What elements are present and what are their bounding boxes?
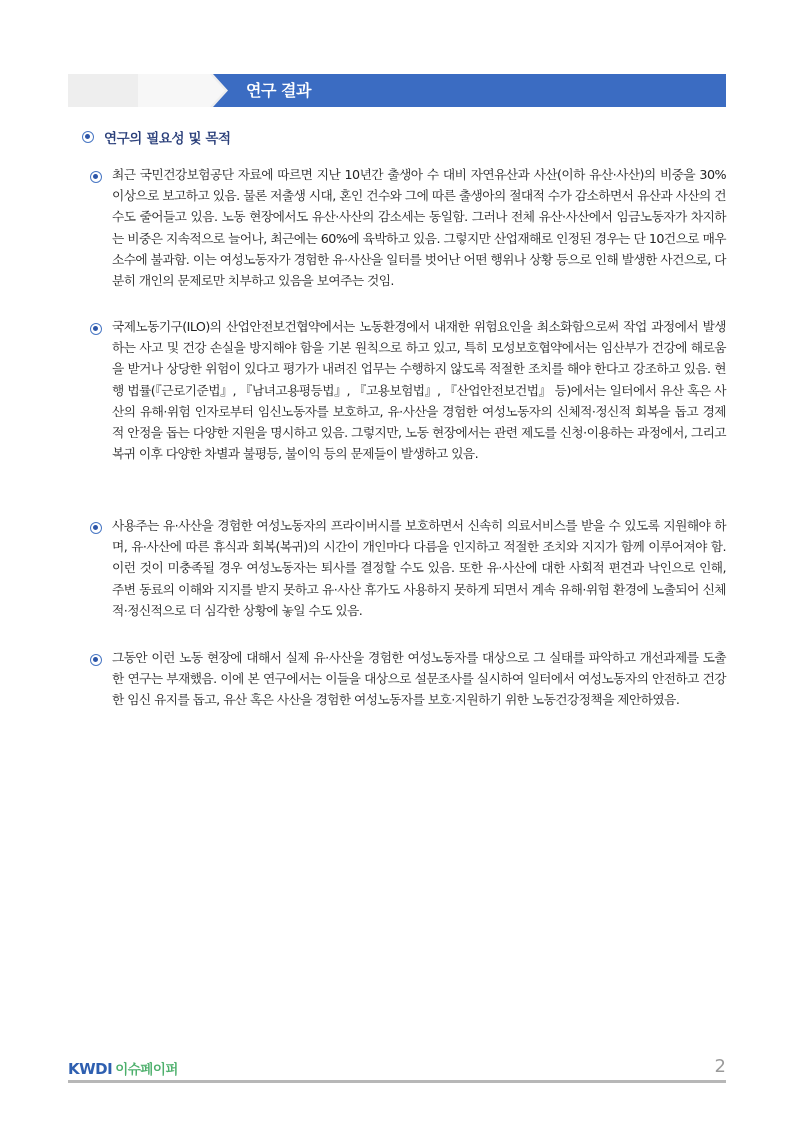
target-bullet-icon [82, 131, 94, 143]
section-heading-label: 연구의 필요성 및 목적 [104, 131, 231, 147]
paragraph: 사용주는 유·사산을 경험한 여성노동자의 프라이버시를 보호하면서 신속히 의료서비스를 받을 수 있도록 지원해야 하며, 유·사산에 따른 휴식과 회복(복귀)의 시간이 개인마다 다름을 인지하고 적절한 조치와 지지가 함께 이루어져야 함. 이런 것이 미충족될 경우 여성노동자는 퇴사를 결정할 수도 있음. 또한 유·사산에 대한 사회적 편견과 낙인으로 인해, 주변 동료의 이해와 지지를 받지 못하고 유·사산 휴가도 사용하지 못하게 되면서 계속 유해·위험 환경에 노출되어 신체적·정신적으로 더 심각한 상황에 놓일 수도 있음. [112, 518, 726, 618]
target-bullet-icon [90, 323, 102, 335]
footer-divider [68, 1080, 726, 1083]
kwdi-logo-text: KWDI [68, 1060, 113, 1078]
banner-background [68, 74, 726, 107]
banner-title: 연구 결과 [246, 81, 311, 100]
paragraph: 그동안 이런 노동 현장에 대해서 실제 유·사산을 경험한 여성노동자를 대상으로 그 실태를 파악하고 개선과제를 도출한 연구는 부재했음. 이에 본 연구에서는 이들을 대상으로 설문조사를 실시하여 일터에서 여성노동자의 안전하고 건강한 임신 유지를 돕고, 유산 혹은 사산을 경험한 여성노동자를 보호·지원하기 위한 노동건강정책을 제안하였음. [112, 650, 726, 708]
target-bullet-icon [90, 171, 102, 183]
paragraph: 최근 국민건강보험공단 자료에 따르면 지난 10년간 출생아 수 대비 자연유산과 사산(이하 유산·사산)의 비중을 30% 이상으로 보고하고 있음. 물론 저출생 시대, 혼인 건수와 그에 따른 출생아의 절대적 수가 감소하면서 유산과 사산의 건수도 줄어들고 있음. 노동 현장에서도 유산·사산의 감소세는 동일함. 그러나 전체 유산·사산에서 임금노동자가 차지하는 비중은 지속적으로 늘어나, 최근에는 60%에 육박하고 있음. 그렇지만 산업재해로 인정된 경우는 단 10건으로 매우 소수에 불과함. 이는 여성노동자가 경험한 유·사산을 일터를 벗어난 어떤 행위나 상황 등으로 인해 발생한 사건으로, 다분히 개인의 문제로만 치부하고 있음을 보여주는 것임. [112, 167, 726, 289]
section-heading [82, 127, 231, 147]
footer-logo [68, 1058, 178, 1078]
publication-name: 이슈페이퍼 [115, 1062, 178, 1078]
target-bullet-icon [90, 654, 102, 666]
section-banner [68, 74, 726, 107]
page-number: 2 [714, 1056, 726, 1077]
paragraph: 국제노동기구(ILO)의 산업안전보건협약에서는 노동환경에서 내재한 위험요인을 최소화함으로써 작업 과정에서 발생하는 사고 및 건강 손실을 방지해야 함을 기본 원칙으로 하고 있고, 특히 모성보호협약에서는 임산부가 건강에 해로움을 받거나 상당한 위험이 있다고 평가가 내려진 업무는 수행하지 않도록 적절한 조치를 해야 한다고 강조하고 있음. 현행 법률(『근로기준법』, 『남녀고용평등법』, 『고용보험법』, 『산업안전보건법』 등)에서는 일터에서 유산 혹은 사산의 유해·위험 인자로부터 임신노동자를 보호하고, 유·사산을 경험한 여성노동자의 신체적·정신적 회복을 돕고 경제적 안정을 돕는 다양한 지원을 명시하고 있음. 그렇지만, 노동 현장에서는 관련 제도를 신청·이용하는 과정에서, 그리고 복귀 이후 다양한 차별과 불평등, 불이익 등의 문제들이 발생하고 있음. [112, 319, 726, 462]
target-bullet-icon [90, 522, 102, 534]
